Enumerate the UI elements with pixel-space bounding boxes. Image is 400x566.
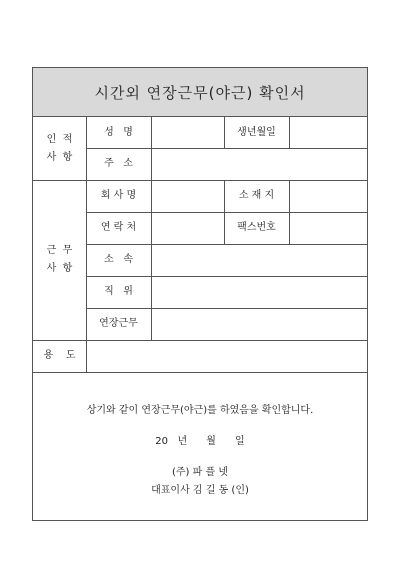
ceo-signature-line: 대표이사 김 길 동 (인) (151, 485, 249, 496)
label-department: 소 속 (104, 254, 133, 265)
row-divider (33, 372, 367, 373)
contact-field[interactable] (151, 212, 224, 244)
label-overtime: 연장근무 (99, 318, 138, 329)
position-field[interactable] (151, 276, 367, 308)
section-personal-line2: 사 항 (46, 151, 73, 163)
label-fax: 팩스번호 (237, 222, 276, 233)
name-field[interactable] (151, 117, 224, 148)
company-name: (주) 파 플 넷 (172, 467, 228, 478)
label-location: 소 재 지 (238, 190, 275, 201)
label-name: 성 명 (104, 126, 133, 138)
company-field[interactable] (151, 180, 224, 212)
section-purpose: 용 도 (43, 350, 76, 361)
confirmation-statement: 상기와 같이 연장근무(야근)를 하였음을 확인합니다. (86, 405, 314, 416)
fax-field[interactable] (289, 212, 367, 244)
location-field[interactable] (289, 180, 367, 212)
address-field[interactable] (151, 148, 367, 180)
section-personal (33, 117, 86, 180)
label-company: 회 사 명 (100, 190, 137, 201)
label-contact: 연 락 처 (100, 222, 137, 233)
label-address: 주 소 (104, 158, 133, 169)
label-birth: 생년월일 (237, 126, 276, 138)
date-line: 20 년 월 일 (155, 436, 245, 447)
section-personal-line1: 인 적 (46, 133, 73, 145)
overtime-field[interactable] (151, 308, 367, 340)
form-title: 시간외 연장근무(야근) 확인서 (33, 68, 367, 117)
label-position: 직 위 (104, 286, 133, 297)
purpose-field[interactable] (86, 340, 367, 372)
section-work-line2: 사 항 (46, 263, 73, 274)
overtime-confirmation-form (32, 67, 368, 521)
department-field[interactable] (151, 244, 367, 276)
section-work (33, 180, 86, 340)
birth-field[interactable] (289, 117, 367, 148)
section-work-line1: 근 무 (46, 245, 73, 256)
